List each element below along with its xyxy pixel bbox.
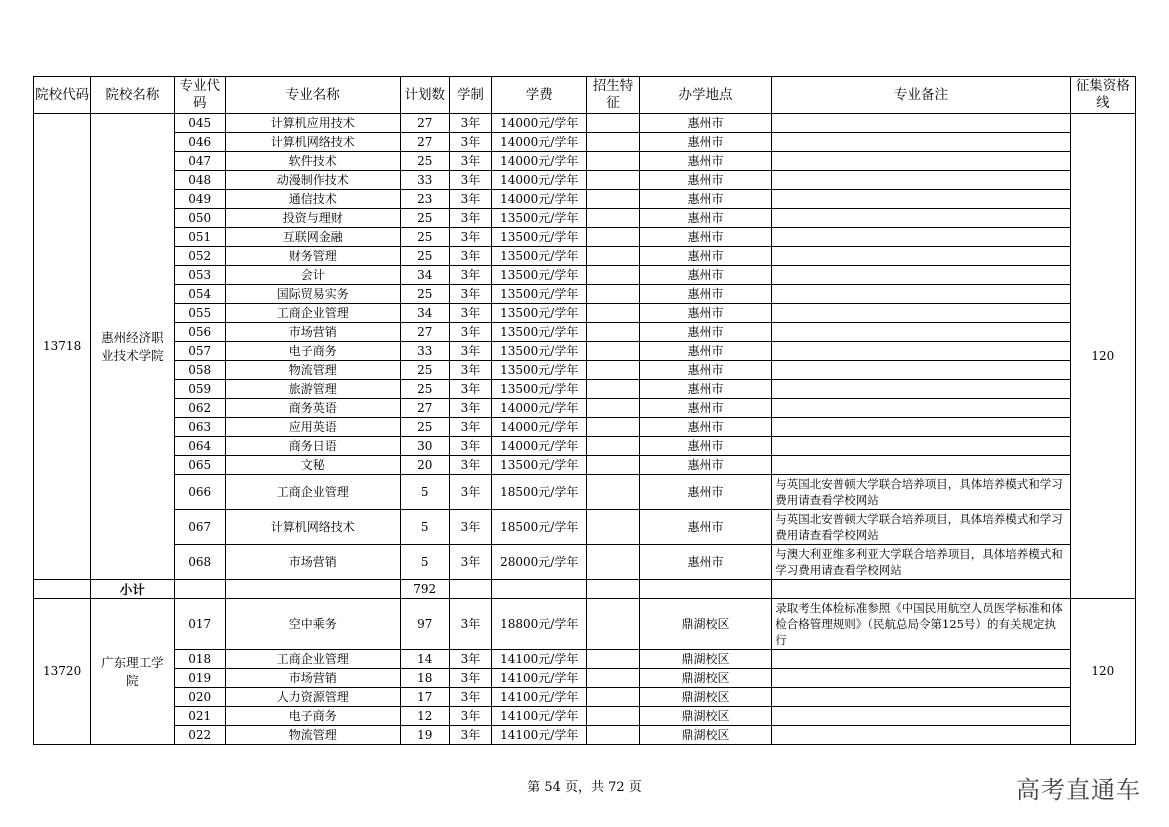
years-cell: 3年 xyxy=(449,669,491,688)
note-cell: 与英国北安普顿大学联合培养项目，具体培养模式和学习费用请查看学校网站 xyxy=(772,475,1070,510)
major-code-cell: 022 xyxy=(174,726,225,745)
plan-cell: 17 xyxy=(400,688,449,707)
major-name-cell: 工商企业管理 xyxy=(225,650,400,669)
table-row xyxy=(34,688,1136,707)
location-cell: 惠州市 xyxy=(639,342,772,361)
tuition-cell: 13500元/学年 xyxy=(492,380,587,399)
header-cutoff: 征集资格线 xyxy=(1070,77,1135,114)
note-cell xyxy=(772,688,1070,707)
years-cell: 3年 xyxy=(449,152,491,171)
header-plan: 计划数 xyxy=(400,77,449,114)
school-code-cell: 13720 xyxy=(34,599,91,745)
note-cell xyxy=(772,380,1070,399)
school-name-cell: 广东理工学院 xyxy=(91,599,174,745)
header-location: 办学地点 xyxy=(639,77,772,114)
tuition-cell: 18800元/学年 xyxy=(492,599,587,650)
feature-cell xyxy=(587,133,639,152)
note-cell xyxy=(772,669,1070,688)
subtotal-label: 小计 xyxy=(91,580,174,599)
header-notes: 专业备注 xyxy=(772,77,1070,114)
years-cell: 3年 xyxy=(449,726,491,745)
years-cell: 3年 xyxy=(449,688,491,707)
years-cell: 3年 xyxy=(449,510,491,545)
major-name-cell: 市场营销 xyxy=(225,669,400,688)
note-cell: 与澳大利亚维多利亚大学联合培养项目，具体培养模式和学习费用请查看学校网站 xyxy=(772,545,1070,580)
note-cell xyxy=(772,266,1070,285)
note-cell xyxy=(772,418,1070,437)
major-name-cell: 计算机网络技术 xyxy=(225,133,400,152)
note-cell xyxy=(772,152,1070,171)
subtotal-empty-cell xyxy=(639,580,772,599)
feature-cell xyxy=(587,726,639,745)
plan-cell: 5 xyxy=(400,545,449,580)
table-row xyxy=(34,209,1136,228)
major-name-cell: 电子商务 xyxy=(225,342,400,361)
location-cell: 惠州市 xyxy=(639,133,772,152)
table-row xyxy=(34,228,1136,247)
plan-cell: 18 xyxy=(400,669,449,688)
major-code-cell: 057 xyxy=(174,342,225,361)
table-row xyxy=(34,437,1136,456)
years-cell: 3年 xyxy=(449,475,491,510)
years-cell: 3年 xyxy=(449,650,491,669)
plan-cell: 33 xyxy=(400,171,449,190)
watermark: 高考直通车 xyxy=(1016,776,1141,804)
note-cell xyxy=(772,209,1070,228)
header-major-code: 专业代码 xyxy=(174,77,225,114)
major-name-cell: 软件技术 xyxy=(225,152,400,171)
feature-cell xyxy=(587,475,639,510)
note-cell xyxy=(772,342,1070,361)
location-cell: 惠州市 xyxy=(639,190,772,209)
table-row xyxy=(34,342,1136,361)
location-cell: 惠州市 xyxy=(639,285,772,304)
major-name-cell: 互联网金融 xyxy=(225,228,400,247)
tuition-cell: 13500元/学年 xyxy=(492,285,587,304)
years-cell: 3年 xyxy=(449,133,491,152)
years-cell: 3年 xyxy=(449,228,491,247)
subtotal-empty-cell xyxy=(772,580,1070,599)
plan-cell: 97 xyxy=(400,599,449,650)
major-name-cell: 物流管理 xyxy=(225,361,400,380)
table-row xyxy=(34,475,1136,510)
major-name-cell: 文秘 xyxy=(225,456,400,475)
location-cell: 惠州市 xyxy=(639,437,772,456)
tuition-cell: 14000元/学年 xyxy=(492,114,587,133)
note-cell xyxy=(772,304,1070,323)
tuition-cell: 28000元/学年 xyxy=(492,545,587,580)
years-cell: 3年 xyxy=(449,399,491,418)
subtotal-empty-cell xyxy=(587,580,639,599)
location-cell: 鼎湖校区 xyxy=(639,707,772,726)
note-cell xyxy=(772,650,1070,669)
major-code-cell: 068 xyxy=(174,545,225,580)
subtotal-value: 792 xyxy=(400,580,449,599)
years-cell: 3年 xyxy=(449,190,491,209)
plan-cell: 25 xyxy=(400,228,449,247)
table-row xyxy=(34,285,1136,304)
tuition-cell: 18500元/学年 xyxy=(492,475,587,510)
plan-cell: 34 xyxy=(400,304,449,323)
tuition-cell: 14000元/学年 xyxy=(492,133,587,152)
tuition-cell: 14000元/学年 xyxy=(492,152,587,171)
table-row xyxy=(34,599,1136,650)
major-name-cell: 商务英语 xyxy=(225,399,400,418)
location-cell: 鼎湖校区 xyxy=(639,688,772,707)
location-cell: 惠州市 xyxy=(639,266,772,285)
major-name-cell: 投资与理财 xyxy=(225,209,400,228)
tuition-cell: 13500元/学年 xyxy=(492,209,587,228)
years-cell: 3年 xyxy=(449,209,491,228)
table-row xyxy=(34,152,1136,171)
plan-cell: 5 xyxy=(400,475,449,510)
location-cell: 鼎湖校区 xyxy=(639,669,772,688)
major-code-cell: 045 xyxy=(174,114,225,133)
major-code-cell: 053 xyxy=(174,266,225,285)
table-row xyxy=(34,418,1136,437)
note-cell xyxy=(772,171,1070,190)
location-cell: 惠州市 xyxy=(639,418,772,437)
subtotal-empty-cell xyxy=(449,580,491,599)
note-cell xyxy=(772,228,1070,247)
years-cell: 3年 xyxy=(449,380,491,399)
major-name-cell: 会计 xyxy=(225,266,400,285)
table-row xyxy=(34,171,1136,190)
major-code-cell: 017 xyxy=(174,599,225,650)
table-row xyxy=(34,456,1136,475)
years-cell: 3年 xyxy=(449,342,491,361)
plan-cell: 25 xyxy=(400,209,449,228)
location-cell: 惠州市 xyxy=(639,304,772,323)
tuition-cell: 13500元/学年 xyxy=(492,304,587,323)
years-cell: 3年 xyxy=(449,707,491,726)
plan-cell: 25 xyxy=(400,361,449,380)
feature-cell xyxy=(587,380,639,399)
major-name-cell: 旅游管理 xyxy=(225,380,400,399)
feature-cell xyxy=(587,688,639,707)
table-row xyxy=(34,304,1136,323)
major-code-cell: 050 xyxy=(174,209,225,228)
feature-cell xyxy=(587,456,639,475)
feature-cell xyxy=(587,152,639,171)
tuition-cell: 18500元/学年 xyxy=(492,510,587,545)
location-cell: 惠州市 xyxy=(639,456,772,475)
tuition-cell: 14000元/学年 xyxy=(492,437,587,456)
note-cell xyxy=(772,133,1070,152)
location-cell: 惠州市 xyxy=(639,152,772,171)
location-cell: 惠州市 xyxy=(639,228,772,247)
feature-cell xyxy=(587,437,639,456)
cutoff-cell: 120 xyxy=(1070,599,1135,745)
tuition-cell: 13500元/学年 xyxy=(492,456,587,475)
feature-cell xyxy=(587,209,639,228)
note-cell: 录取考生体检标准参照《中国民用航空人员医学标准和体检合格管理规则》（民航总局令第125号）的有关规定执行 xyxy=(772,599,1070,650)
years-cell: 3年 xyxy=(449,247,491,266)
plan-cell: 25 xyxy=(400,152,449,171)
table-row xyxy=(34,190,1136,209)
plan-cell: 33 xyxy=(400,342,449,361)
feature-cell xyxy=(587,418,639,437)
major-code-cell: 065 xyxy=(174,456,225,475)
major-name-cell: 国际贸易实务 xyxy=(225,285,400,304)
major-name-cell: 财务管理 xyxy=(225,247,400,266)
tuition-cell: 14000元/学年 xyxy=(492,399,587,418)
plan-cell: 25 xyxy=(400,247,449,266)
location-cell: 惠州市 xyxy=(639,323,772,342)
major-name-cell: 工商企业管理 xyxy=(225,475,400,510)
years-cell: 3年 xyxy=(449,323,491,342)
table-row xyxy=(34,247,1136,266)
subtotal-empty-cell xyxy=(225,580,400,599)
header-feature: 招生特征 xyxy=(587,77,639,114)
tuition-cell: 14100元/学年 xyxy=(492,707,587,726)
table-row xyxy=(34,669,1136,688)
school-name-cell: 惠州经济职业技术学院 xyxy=(91,114,174,580)
feature-cell xyxy=(587,650,639,669)
page-footer: 第 54 页，共 72 页 xyxy=(527,780,642,795)
table-row xyxy=(34,510,1136,545)
table-row xyxy=(34,399,1136,418)
major-code-cell: 052 xyxy=(174,247,225,266)
major-code-cell: 019 xyxy=(174,669,225,688)
location-cell: 惠州市 xyxy=(639,171,772,190)
cutoff-cell: 120 xyxy=(1070,114,1135,599)
major-code-cell: 066 xyxy=(174,475,225,510)
note-cell xyxy=(772,707,1070,726)
years-cell: 3年 xyxy=(449,304,491,323)
major-name-cell: 应用英语 xyxy=(225,418,400,437)
feature-cell xyxy=(587,285,639,304)
tuition-cell: 13500元/学年 xyxy=(492,361,587,380)
header-major-name: 专业名称 xyxy=(225,77,400,114)
plan-cell: 19 xyxy=(400,726,449,745)
years-cell: 3年 xyxy=(449,456,491,475)
tuition-cell: 14100元/学年 xyxy=(492,688,587,707)
feature-cell xyxy=(587,323,639,342)
location-cell: 鼎湖校区 xyxy=(639,650,772,669)
school-code-cell: 13718 xyxy=(34,114,91,580)
plan-cell: 25 xyxy=(400,418,449,437)
major-code-cell: 063 xyxy=(174,418,225,437)
major-code-cell: 067 xyxy=(174,510,225,545)
major-code-cell: 051 xyxy=(174,228,225,247)
table-row xyxy=(34,707,1136,726)
note-cell xyxy=(772,456,1070,475)
table-row xyxy=(34,545,1136,580)
note-cell: 与英国北安普顿大学联合培养项目，具体培养模式和学习费用请查看学校网站 xyxy=(772,510,1070,545)
table-row xyxy=(34,266,1136,285)
major-name-cell: 物流管理 xyxy=(225,726,400,745)
major-name-cell: 人力资源管理 xyxy=(225,688,400,707)
plan-cell: 34 xyxy=(400,266,449,285)
years-cell: 3年 xyxy=(449,266,491,285)
tuition-cell: 13500元/学年 xyxy=(492,247,587,266)
feature-cell xyxy=(587,171,639,190)
location-cell: 惠州市 xyxy=(639,114,772,133)
table-row xyxy=(34,323,1136,342)
table-row xyxy=(34,361,1136,380)
plan-cell: 20 xyxy=(400,456,449,475)
major-code-cell: 046 xyxy=(174,133,225,152)
table-row xyxy=(34,650,1136,669)
location-cell: 惠州市 xyxy=(639,475,772,510)
major-code-cell: 018 xyxy=(174,650,225,669)
feature-cell xyxy=(587,190,639,209)
header-tuition: 学费 xyxy=(492,77,587,114)
header-years: 学制 xyxy=(449,77,491,114)
plan-cell: 27 xyxy=(400,399,449,418)
major-code-cell: 064 xyxy=(174,437,225,456)
feature-cell xyxy=(587,342,639,361)
feature-cell xyxy=(587,361,639,380)
location-cell: 鼎湖校区 xyxy=(639,726,772,745)
note-cell xyxy=(772,361,1070,380)
feature-cell xyxy=(587,228,639,247)
major-code-cell: 047 xyxy=(174,152,225,171)
major-code-cell: 054 xyxy=(174,285,225,304)
note-cell xyxy=(772,323,1070,342)
enrollment-table xyxy=(33,76,1136,745)
location-cell: 惠州市 xyxy=(639,545,772,580)
table-row xyxy=(34,133,1136,152)
location-cell: 惠州市 xyxy=(639,209,772,228)
plan-cell: 14 xyxy=(400,650,449,669)
years-cell: 3年 xyxy=(449,171,491,190)
major-name-cell: 市场营销 xyxy=(225,323,400,342)
plan-cell: 27 xyxy=(400,133,449,152)
subtotal-empty-cell xyxy=(34,580,91,599)
note-cell xyxy=(772,114,1070,133)
years-cell: 3年 xyxy=(449,285,491,304)
subtotal-empty-cell xyxy=(174,580,225,599)
major-code-cell: 062 xyxy=(174,399,225,418)
feature-cell xyxy=(587,114,639,133)
major-name-cell: 计算机网络技术 xyxy=(225,510,400,545)
major-code-cell: 048 xyxy=(174,171,225,190)
plan-cell: 25 xyxy=(400,380,449,399)
major-code-cell: 056 xyxy=(174,323,225,342)
note-cell xyxy=(772,399,1070,418)
feature-cell xyxy=(587,599,639,650)
tuition-cell: 14000元/学年 xyxy=(492,418,587,437)
table-body xyxy=(34,114,1136,745)
plan-cell: 25 xyxy=(400,285,449,304)
tuition-cell: 14100元/学年 xyxy=(492,726,587,745)
subtotal-row xyxy=(34,580,1136,599)
feature-cell xyxy=(587,304,639,323)
location-cell: 惠州市 xyxy=(639,510,772,545)
header-school-name: 院校名称 xyxy=(91,77,174,114)
location-cell: 惠州市 xyxy=(639,399,772,418)
major-code-cell: 020 xyxy=(174,688,225,707)
plan-cell: 27 xyxy=(400,114,449,133)
feature-cell xyxy=(587,266,639,285)
feature-cell xyxy=(587,510,639,545)
years-cell: 3年 xyxy=(449,599,491,650)
feature-cell xyxy=(587,707,639,726)
plan-cell: 12 xyxy=(400,707,449,726)
header-school-code: 院校代码 xyxy=(34,77,91,114)
major-name-cell: 电子商务 xyxy=(225,707,400,726)
major-code-cell: 055 xyxy=(174,304,225,323)
tuition-cell: 14100元/学年 xyxy=(492,669,587,688)
major-code-cell: 058 xyxy=(174,361,225,380)
location-cell: 惠州市 xyxy=(639,361,772,380)
years-cell: 3年 xyxy=(449,114,491,133)
feature-cell xyxy=(587,669,639,688)
note-cell xyxy=(772,190,1070,209)
plan-cell: 27 xyxy=(400,323,449,342)
tuition-cell: 14000元/学年 xyxy=(492,190,587,209)
location-cell: 惠州市 xyxy=(639,380,772,399)
plan-cell: 23 xyxy=(400,190,449,209)
location-cell: 鼎湖校区 xyxy=(639,599,772,650)
major-name-cell: 动漫制作技术 xyxy=(225,171,400,190)
feature-cell xyxy=(587,247,639,266)
feature-cell xyxy=(587,545,639,580)
tuition-cell: 13500元/学年 xyxy=(492,323,587,342)
tuition-cell: 13500元/学年 xyxy=(492,342,587,361)
tuition-cell: 13500元/学年 xyxy=(492,266,587,285)
major-code-cell: 049 xyxy=(174,190,225,209)
major-code-cell: 021 xyxy=(174,707,225,726)
header-row xyxy=(34,77,1136,114)
years-cell: 3年 xyxy=(449,437,491,456)
note-cell xyxy=(772,247,1070,266)
years-cell: 3年 xyxy=(449,545,491,580)
feature-cell xyxy=(587,399,639,418)
tuition-cell: 14000元/学年 xyxy=(492,171,587,190)
subtotal-empty-cell xyxy=(492,580,587,599)
note-cell xyxy=(772,285,1070,304)
plan-cell: 5 xyxy=(400,510,449,545)
table-row xyxy=(34,380,1136,399)
table-row xyxy=(34,114,1136,133)
location-cell: 惠州市 xyxy=(639,247,772,266)
major-name-cell: 通信技术 xyxy=(225,190,400,209)
note-cell xyxy=(772,437,1070,456)
years-cell: 3年 xyxy=(449,361,491,380)
major-name-cell: 计算机应用技术 xyxy=(225,114,400,133)
major-code-cell: 059 xyxy=(174,380,225,399)
years-cell: 3年 xyxy=(449,418,491,437)
note-cell xyxy=(772,726,1070,745)
table-row xyxy=(34,726,1136,745)
tuition-cell: 14100元/学年 xyxy=(492,650,587,669)
major-name-cell: 空中乘务 xyxy=(225,599,400,650)
major-name-cell: 市场营销 xyxy=(225,545,400,580)
major-name-cell: 工商企业管理 xyxy=(225,304,400,323)
tuition-cell: 13500元/学年 xyxy=(492,228,587,247)
major-name-cell: 商务日语 xyxy=(225,437,400,456)
plan-cell: 30 xyxy=(400,437,449,456)
